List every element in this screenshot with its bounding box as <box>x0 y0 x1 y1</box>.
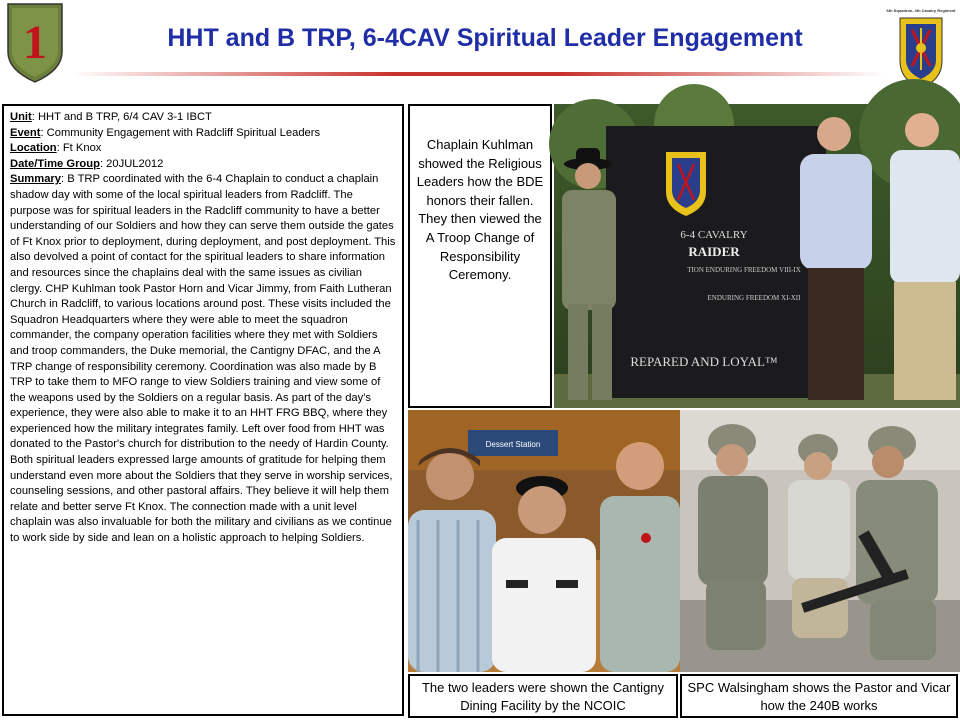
sign-line-1: 6-4 CAVALRY <box>680 229 748 241</box>
memorial-photo <box>554 104 960 408</box>
header <box>0 0 960 100</box>
memorial-caption <box>408 104 552 408</box>
crest-unit-text: 6th Squadron, 4th Cavalry Regiment <box>886 8 956 13</box>
location-value: : Ft Knox <box>56 142 102 155</box>
big-red-one-patch-icon <box>4 2 66 84</box>
location-line <box>10 141 396 157</box>
dtg-value: : 20JUL2012 <box>99 157 164 170</box>
unit-value: : HHT and B TRP, 6/4 CAV 3-1 IBCT <box>31 111 212 123</box>
page-title: HHT and B TRP, 6-4CAV Spiritual Leader Engagement <box>167 24 803 52</box>
location-label: Location <box>10 142 57 155</box>
sign-line-4: ENDURING FREEDOM XI-XII <box>707 294 801 302</box>
dfac-sign: Dessert Station <box>485 440 541 449</box>
dfac-photo <box>408 410 680 672</box>
dtg-label: Date/Time Group <box>10 157 100 170</box>
range-photo <box>680 410 960 672</box>
title-divider <box>70 72 885 76</box>
range-caption <box>680 674 958 718</box>
range-caption-text: SPC Walsingham shows the Pastor and Vicar how the 240B works <box>687 680 951 713</box>
patch-number: 1 <box>23 16 47 69</box>
event-label: Event <box>10 126 41 139</box>
sign-line-3: TION ENDURING FREEDOM VIII-IX <box>687 266 801 274</box>
summary-box <box>2 104 404 716</box>
sign-line-2: RAIDER <box>688 244 740 259</box>
summary-label: Summary <box>10 173 61 186</box>
sign-motto: REPARED AND LOYAL™ <box>630 354 778 369</box>
event-line <box>10 126 396 142</box>
unit-label: Unit <box>10 111 32 123</box>
summary-value: : B TRP coordinated with the 6-4 Chaplain to conduct a chaplain shadow day with some of the local spiritual leaders from Radcliff. The purpose was for spiritual leaders in the Radcliff community to have a better understanding of our Soldiers and how they can serve them outside the gates of Ft Knox prior to deployment, during deployment, and post deployment. This also devolved a point of contact for the spiritual leaders to share information and resources since the chaplains deal with the same issues as civilian clergy. CHP Kuhlman took Pastor Horn and Vicar Jimmy, from Faith Lutheran Church in Radcliff, to various locations around post. These visits included the Squadron Headquarters where they were able to meet the squadron commander, the company operation facilities where they met with Soldiers and troop commanders, the Duke memorial, the Cantigny DFAC, and the A TRP change of responsibility ceremony. Coordination was also made by B TRP to take them to MFO range to view Soldiers training and view some of the weapons used by the Soldiers on a regular basis. As part of the day's experience, they were also able to make it to an HHT FRG BBQ, where they experienced how the military integrates family. Left over food from HHT was donated to the Pastor's church for distribution to the needy of Hardin County. Both spiritual leaders expressed large amounts of gratitude for helping them understand even more about the Soldiers that they serve in worship services, counseling sessions, and other pastoral affairs. They believe it will help them relate and better serve Ft Knox. The connection made with a unit level chaplain was also invaluable for both the military and civilians as we continue to work side by side and lean on a holistic approach to helping Soldiers. <box>10 173 396 545</box>
dfac-caption <box>408 674 678 718</box>
event-value: : Community Engagement with Radcliff Spiritual Leaders <box>40 126 321 139</box>
unit-line <box>10 110 396 126</box>
memorial-caption-text: Chaplain Kuhlman showed the Religious Leaders how the BDE honors their fallen. They then viewed the A Troop Change of Responsibility Ceremony. <box>416 137 544 283</box>
dtg-line <box>10 157 396 173</box>
summary-paragraph <box>10 172 396 546</box>
dfac-caption-text: The two leaders were shown the Cantigny Dining Facility by the NCOIC <box>421 680 665 713</box>
